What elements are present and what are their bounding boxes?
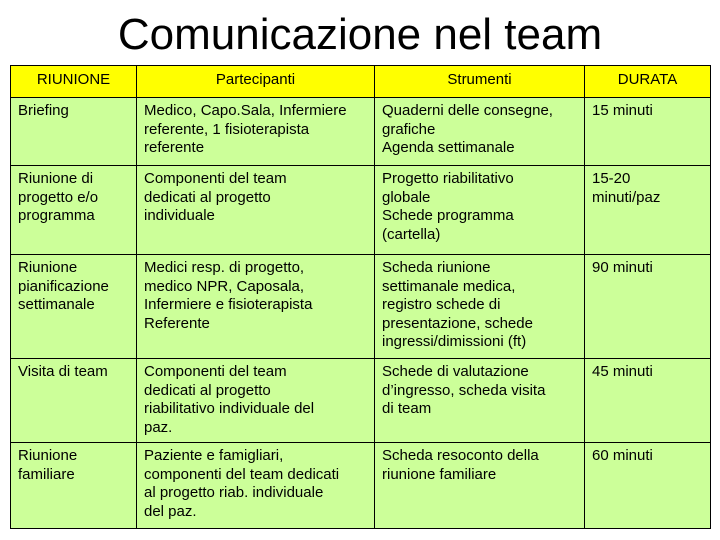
cell-text-line: Referente [144,314,210,332]
cell-text-line: individuale [144,207,215,224]
cell-text-line: pianificazione [18,277,109,295]
cell-text-line: settimanale [18,296,95,313]
table-row [11,98,711,166]
cell-durata [585,98,711,166]
cell-text-line: Paziente e famigliari, [144,447,284,464]
cell-riunione [11,98,137,166]
cell-text-line: Medici resp. di progetto, [144,259,305,276]
cell-text-line: Infermiere e fisioterapista [144,296,313,313]
cell-text-line: d’ingresso, scheda visita [382,381,546,399]
cell-text-line: Schede di valutazione [382,363,529,380]
team-communication-table [10,65,711,529]
cell-text-line: componenti del team dedicati [144,465,340,483]
cell-strumenti [375,98,585,166]
cell-text-line: Agenda settimanale [382,139,515,156]
cell-text-line: presentazione, schede [382,314,533,332]
cell-text-line: 45 minuti [592,363,653,380]
cell-partecipanti [137,98,375,166]
cell-text-line: di team [382,400,432,417]
cell-text-line: minuti/paz [592,188,661,206]
cell-partecipanti [137,255,375,359]
cell-text-line: Schede programma [382,207,514,224]
cell-text-line: 60 minuti [592,447,653,464]
cell-text-line: al progetto riab. individuale [144,484,324,501]
cell-text-line: progetto e/o [18,188,99,206]
cell-text-line: referente, 1 fisioterapista [144,120,310,138]
cell-strumenti [375,359,585,443]
cell-durata [585,359,711,443]
cell-text-line: dedicati al progetto [144,188,271,206]
cell-durata [585,166,711,255]
cell-riunione [11,166,137,255]
cell-text-line: referente [144,139,205,156]
table-row [11,359,711,443]
cell-durata [585,255,711,359]
cell-text-line: Componenti del team [144,363,287,380]
cell-text-line: paz. [144,418,173,436]
cell-text-line: (cartella) [382,225,441,243]
cell-text-line: familiare [18,465,75,483]
cell-text-line: grafiche [382,120,436,138]
cell-text-line: ingressi/dimissioni (ft) [382,333,527,350]
cell-text-line: Medico, Capo.Sala, Infermiere [144,102,347,119]
table-header [11,66,711,98]
cell-text-line: Riunione [18,447,78,464]
table-body [11,98,711,529]
header-strumenti: Strumenti [375,66,585,98]
page-title: Comunicazione nel team [117,10,603,59]
cell-text-line: del paz. [144,502,197,520]
cell-text-line: Visita di team [18,363,108,380]
header-riunione: RIUNIONE [11,66,137,98]
cell-strumenti [375,255,585,359]
cell-text-line: Riunione di [18,170,94,187]
cell-text-line: 15 minuti [592,102,653,119]
cell-text-line: globale [382,188,431,206]
cell-text-line: dedicati al progetto [144,381,271,399]
cell-text-line: Riunione [18,259,78,276]
cell-text-line: Scheda resoconto della [382,447,539,464]
cell-strumenti [375,443,585,529]
cell-riunione [11,443,137,529]
cell-riunione [11,359,137,443]
header-partecipanti: Partecipanti [137,66,375,98]
header-row [11,66,711,98]
cell-strumenti [375,166,585,255]
header-durata: DURATA [585,66,711,98]
cell-text-line: Scheda riunione [382,259,491,276]
cell-partecipanti [137,359,375,443]
cell-partecipanti [137,166,375,255]
cell-riunione [11,255,137,359]
cell-text-line: riabilitativo individuale del [144,400,315,417]
cell-text-line: Quaderni delle consegne, [382,102,553,119]
cell-text-line: programma [18,207,95,224]
cell-text-line: registro schede di [382,296,501,313]
cell-text-line: riunione familiare [382,465,497,483]
table-row [11,255,711,359]
table-row [11,166,711,255]
cell-text-line: 15-20 [592,170,631,187]
table-row [11,443,711,529]
cell-partecipanti [137,443,375,529]
cell-durata [585,443,711,529]
cell-text-line: Componenti del team [144,170,287,187]
cell-text-line: medico NPR, Caposala, [144,277,305,295]
cell-text-line: Progetto riabilitativo [382,170,514,187]
cell-text-line: settimanale medica, [382,277,516,295]
cell-text-line: 90 minuti [592,259,653,276]
cell-text-line: Briefing [18,102,69,119]
